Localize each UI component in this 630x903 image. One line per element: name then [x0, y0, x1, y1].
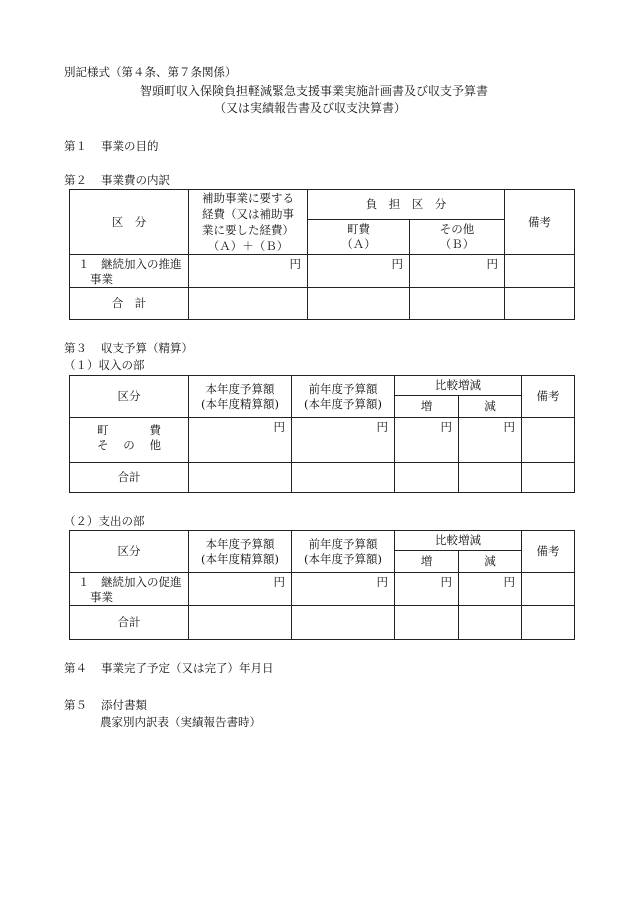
section5-title: 添付書類 [101, 698, 147, 712]
total-row [70, 288, 575, 320]
income-label-other-char1: そ [97, 438, 109, 452]
town-cell: 円 [308, 255, 410, 288]
expense-header-this-year-line2: (本年度精算額) [201, 551, 279, 566]
expense-header-prev-year [292, 531, 395, 573]
expense-breakdown-table [69, 189, 575, 320]
expense-header-decrease: 減 [459, 551, 522, 573]
expense-header-this-year-line1: 本年度予算額 [205, 536, 275, 551]
other-cell: 円 [410, 255, 505, 288]
section1-number: 第１ [64, 139, 87, 153]
document-subtitle: （又は実績報告書及び収支決算書） [214, 101, 407, 115]
income-header-prev-year-line1: 前年度予算額 [308, 381, 378, 396]
expense-remarks-cell [522, 573, 575, 606]
row-label-line1: １ 継続加入の推進 [78, 257, 182, 271]
section5-number: 第５ [64, 698, 87, 712]
expense-header-prev-year-line1: 前年度予算額 [308, 536, 378, 551]
expenditure-table [69, 530, 575, 640]
header-expense [189, 190, 308, 255]
expense-total-decrease [459, 606, 522, 640]
total-row [70, 606, 575, 640]
total-label: 合 計 [70, 288, 189, 320]
income-label-town-char1: 町 [97, 423, 109, 437]
section5-heading [64, 697, 147, 713]
income-header-decrease: 減 [459, 396, 522, 418]
income-this-year-cell: 円 [189, 418, 292, 463]
header-other [410, 220, 505, 255]
income-header-increase: 増 [395, 396, 459, 418]
remarks-cell [505, 255, 575, 288]
income-total-this-year [189, 463, 292, 493]
form-label: 別記様式（第４条、第７条関係） [64, 65, 237, 79]
total-town-cell [308, 288, 410, 320]
income-total-decrease [459, 463, 522, 493]
header-kubun: 区 分 [70, 190, 189, 255]
header-remarks: 備考 [505, 190, 575, 255]
section2-number: 第２ [64, 173, 87, 187]
expense-this-year-cell: 円 [189, 573, 292, 606]
header-other-line2: （Ｂ） [439, 237, 475, 252]
income-label-other-char3: 他 [149, 438, 161, 452]
income-decrease-cell: 円 [459, 418, 522, 463]
expense-header-prev-year-line2: (本年度予算額) [304, 551, 382, 566]
income-total-prev-year [292, 463, 395, 493]
income-total-remarks [522, 463, 575, 493]
expense-total-label: 合計 [70, 606, 189, 640]
table-row [70, 418, 575, 463]
expense-header-this-year [189, 531, 292, 573]
section4-number: 第４ [64, 661, 87, 675]
table-row [70, 573, 575, 606]
income-header-compare: 比較増減 [395, 376, 522, 396]
section2-title: 事業費の内訳 [101, 173, 170, 187]
income-title: （１）収入の部 [64, 358, 145, 372]
section3-heading [64, 340, 193, 356]
expense-header-compare: 比較増減 [395, 531, 522, 551]
total-row [70, 463, 575, 493]
income-label-town-char2: 費 [149, 423, 161, 437]
header-other-line1: その他 [439, 222, 475, 237]
income-total-increase [395, 463, 459, 493]
total-expense-cell [189, 288, 308, 320]
header-expense-line4: （Ａ）＋（Ｂ） [207, 239, 289, 253]
header-town-line1: 町費 [347, 222, 370, 237]
attachment-item: 農家別内訳表（実績報告書時） [100, 715, 261, 729]
income-row-labels [70, 418, 189, 463]
header-town-line2: （Ａ） [341, 237, 376, 252]
expense-header-remarks: 備考 [522, 531, 575, 573]
section4-heading [64, 660, 274, 676]
total-other-cell [410, 288, 505, 320]
income-label-town [97, 423, 161, 438]
expense-title: （２）支出の部 [64, 514, 145, 528]
header-burden: 負 担 区 分 [308, 190, 505, 220]
expense-cell: 円 [189, 255, 308, 288]
row-label-line2: 事業 [90, 272, 113, 286]
income-header-this-year [189, 376, 292, 418]
expense-header-increase: 増 [395, 551, 459, 573]
section1-title: 事業の目的 [101, 139, 159, 153]
income-header-prev-year [292, 376, 395, 418]
expense-total-increase [395, 606, 459, 640]
section2-heading [64, 172, 170, 188]
income-label-other-char2: の [123, 438, 135, 452]
expense-row-label-line2: 事業 [90, 590, 113, 604]
header-expense-line3: 業に要した経費） [202, 223, 294, 237]
section1-heading [64, 138, 159, 154]
expense-total-prev-year [292, 606, 395, 640]
header-expense-line1: 補助事業に要する [202, 191, 294, 205]
income-header-prev-year-line2: (本年度予算額) [304, 396, 382, 411]
header-town [308, 220, 410, 255]
expense-increase-cell: 円 [395, 573, 459, 606]
income-label-other [97, 438, 161, 453]
section3-title: 収支予算（精算） [101, 341, 193, 355]
income-increase-cell: 円 [395, 418, 459, 463]
header-expense-line2: 経費（又は補助事 [202, 207, 294, 221]
section4-title: 事業完了予定（又は完了）年月日 [101, 661, 274, 675]
income-header-remarks: 備考 [522, 376, 575, 418]
expense-prev-year-cell: 円 [292, 573, 395, 606]
section3-number: 第３ [64, 341, 87, 355]
expense-header-kubun: 区分 [70, 531, 189, 573]
income-table [69, 375, 575, 493]
income-header-kubun: 区分 [70, 376, 189, 418]
row-label [70, 255, 189, 288]
expense-row-label-line1: １ 継続加入の促進 [78, 575, 182, 589]
income-remarks-cell [522, 418, 575, 463]
income-total-label: 合計 [70, 463, 189, 493]
expense-total-this-year [189, 606, 292, 640]
income-header-this-year-line1: 本年度予算額 [205, 381, 275, 396]
table-row [70, 255, 575, 288]
income-header-this-year-line2: (本年度精算額) [201, 396, 279, 411]
expense-row-label [70, 573, 189, 606]
expense-total-remarks [522, 606, 575, 640]
document-title: 智頭町収入保険負担軽減緊急支援事業実施計画書及び収支予算書 [140, 84, 489, 98]
total-remarks-cell [505, 288, 575, 320]
income-prev-year-cell: 円 [292, 418, 395, 463]
expense-decrease-cell: 円 [459, 573, 522, 606]
